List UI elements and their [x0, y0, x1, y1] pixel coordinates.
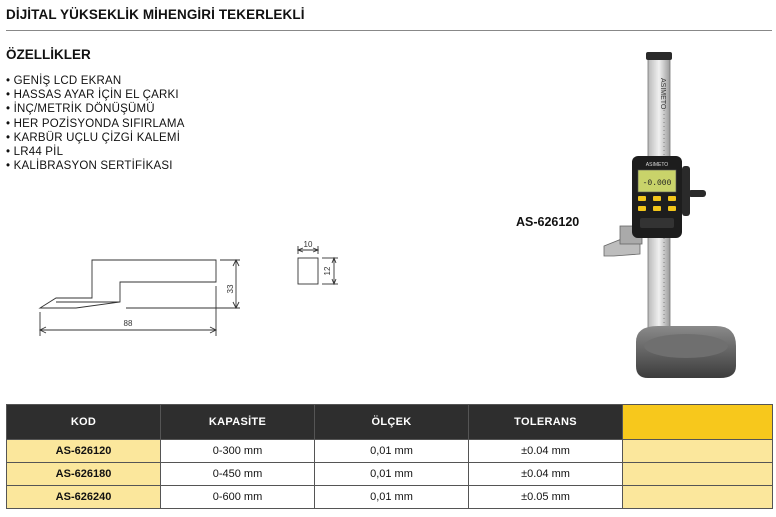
specifications-table — [6, 404, 773, 509]
column-brand-label: ASIMETO — [659, 78, 666, 110]
lcd-readout: -0.000 — [642, 179, 672, 188]
cell-capacity: 0-450 mm — [161, 463, 315, 486]
cell-blank — [623, 463, 773, 486]
cell-scale: 0,01 mm — [315, 486, 469, 509]
cell-capacity: 0-600 mm — [161, 486, 315, 509]
feature-item: • GENİŞ LCD EKRAN — [6, 74, 185, 88]
cell-capacity: 0-300 mm — [161, 440, 315, 463]
dim-length-label: 88 — [123, 319, 133, 328]
cell-scale: 0,01 mm — [315, 440, 469, 463]
column-header-capacity: KAPASİTE — [161, 405, 315, 440]
feature-item: • KALİBRASYON SERTİFİKASI — [6, 159, 185, 173]
feature-item: • HASSAS AYAR İÇİN EL ÇARKI — [6, 88, 185, 102]
table-row — [7, 486, 773, 509]
dim-height-label: 33 — [226, 284, 235, 294]
dim-tip-width-label: 10 — [303, 240, 313, 249]
cell-code: AS-626240 — [7, 486, 161, 509]
table-header-row — [7, 405, 773, 440]
scriber-dimension-drawing — [36, 236, 356, 346]
height-gauge-image — [588, 50, 748, 390]
dim-tip-height-label: 12 — [323, 266, 332, 276]
page-title: DİJİTAL YÜKSEKLİK MİHENGİRİ TEKERLEKLİ — [6, 7, 305, 22]
feature-item: • HER POZİSYONDA SIFIRLAMA — [6, 117, 185, 131]
cell-code: AS-626120 — [7, 440, 161, 463]
feature-item: • İNÇ/METRİK DÖNÜŞÜMÜ — [6, 102, 185, 116]
cell-blank — [623, 486, 773, 509]
cell-tolerance: ±0.05 mm — [469, 486, 623, 509]
feature-item: • LR44 PİL — [6, 145, 185, 159]
column-header-code: KOD — [7, 405, 161, 440]
table-row — [7, 440, 773, 463]
column-header-tolerance: TOLERANS — [469, 405, 623, 440]
features-list — [6, 74, 185, 173]
column-header-accent — [623, 405, 773, 440]
cell-blank — [623, 440, 773, 463]
head-brand-label: ASIMETO — [645, 162, 669, 168]
cell-tolerance: ±0.04 mm — [469, 440, 623, 463]
column-header-scale: ÖLÇEK — [315, 405, 469, 440]
cell-code: AS-626180 — [7, 463, 161, 486]
cell-tolerance: ±0.04 mm — [469, 463, 623, 486]
cell-scale: 0,01 mm — [315, 463, 469, 486]
title-divider — [6, 30, 772, 31]
model-label: AS-626120 — [516, 215, 580, 229]
features-heading: ÖZELLİKLER — [6, 47, 91, 62]
table-row — [7, 463, 773, 486]
feature-item: • KARBÜR UÇLU ÇİZGİ KALEMİ — [6, 131, 185, 145]
